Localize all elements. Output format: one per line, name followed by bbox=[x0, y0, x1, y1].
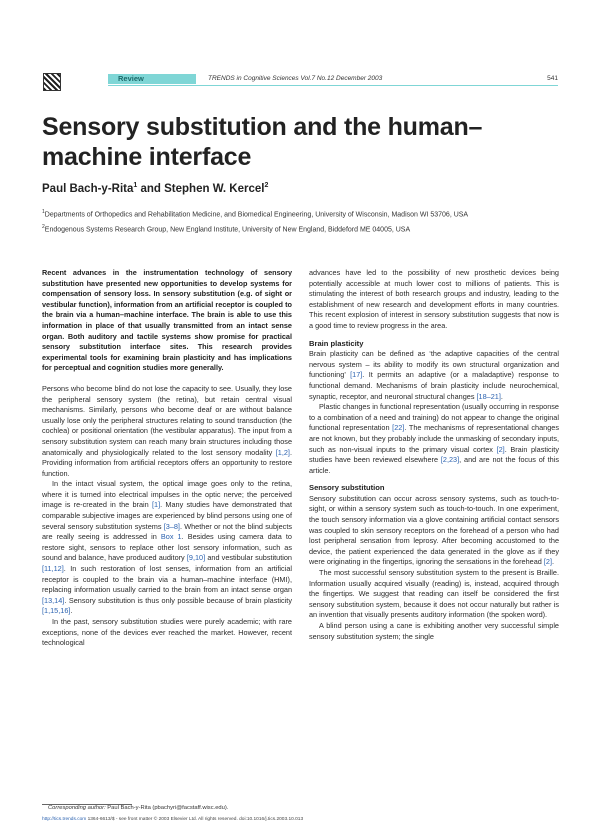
right-column bbox=[309, 268, 559, 642]
article-title: Sensory substitution and the human–machine interface bbox=[42, 113, 483, 171]
citation-link[interactable]: [22] bbox=[392, 423, 405, 433]
paragraph: advances have led to the possibility of new prosthetic devices being potentially accessible at much lower cost to millions of patients. This is stimulating the interest of both research groups and industry, leading to the establishment of new research and development efforts in many countries. This recent explosion of interest in sensory substitution suggests that now is a good time to review progress in the area. bbox=[309, 268, 559, 330]
paragraph: A blind person using a cane is exhibiting another very successful simple sensory substitution system; the single bbox=[309, 621, 559, 641]
author-conjunction: and bbox=[137, 182, 165, 195]
citation-link[interactable]: [2] bbox=[496, 444, 505, 454]
left-column bbox=[42, 268, 292, 649]
citation-link[interactable]: [1] bbox=[151, 500, 161, 510]
paragraph: The most successful sensory substitution system to the present is Braille. Information usually acquired visually (reading) is, instead, acquired through the fingertips. We suggest that reading can itself be considered the first sensory substitution system, because it does not occur naturally but rather is an invention that visually presents auditory information (the spoken word). bbox=[309, 568, 559, 620]
citation-link[interactable]: [11,12] bbox=[42, 564, 64, 574]
author-affil-mark: 1 bbox=[133, 182, 138, 189]
paragraph: Sensory substitution can occur across sensory systems, such as touch-to-sight, or within a sensory system such as touch-to-touch. In one experiment, the touch sensory information via a glove containing artificial contact sensors was coupled to skin sensory receptors on the forehead of a person who had lost peripheral sensation from leprosy. After becoming accustomed to the device, the patient experienced the data generated in the glove as if they were originating in the fingertips, ignoring the sensations in the forehead [2]. bbox=[309, 493, 559, 567]
abstract: Recent advances in the instrumentation technology of sensory substitution have presented new opportunities to develop systems for compensation of sensory loss. In sensory substitution (e.g. of sight or vestibular function), information from an artificial receptor is coupled to the brain via a human–machine interface. The brain is able to use this information in place of that usually transmitted from an intact sense organ. Both auditory and tactile systems show promise for practical sensory substitution interface sites. This research provides experimental tools for examining brain plasticity and has implications for perceptual and cognition studies more generally. bbox=[42, 268, 292, 373]
running-head: TRENDS in Cognitive Sciences Vol.7 No.12 December 2003 bbox=[208, 75, 383, 82]
section-heading: Brain plasticity bbox=[309, 338, 364, 348]
header-rule bbox=[108, 85, 558, 86]
author-name: Paul Bach-y-Rita bbox=[42, 182, 134, 195]
affiliation: $^1$Departments of Orthopedics and Rehabilitation Medicine, and Biomedical Engineering, University of Wisconsin, Madison WI 53706, USA bbox=[42, 209, 469, 219]
citation-link[interactable]: [18–21] bbox=[476, 391, 501, 401]
author-line bbox=[42, 182, 268, 195]
citation-link[interactable]: [13,14] bbox=[42, 595, 65, 605]
section-badge: Review bbox=[108, 74, 196, 84]
journal-header bbox=[108, 74, 558, 84]
author-affil-mark: 2 bbox=[264, 182, 269, 189]
paragraph: Plastic changes in functional representation (usually occurring in response to a combination of a need and training) do not appear to change the original functional representation [22]. The mechanisms of representational changes are not known, but they probably include the unmasking of secondary inputs, such as non-visual inputs to the primary visual cortex [2]. Brain plasticity studies have been reviewed elsewhere [2,23], and are not the focus of this article. bbox=[309, 402, 560, 475]
publisher-logo-icon bbox=[43, 73, 61, 91]
citation-link[interactable]: [9,10] bbox=[186, 553, 206, 563]
section-heading: Sensory substitution bbox=[309, 483, 385, 493]
paragraph: Persons who become blind do not lose the capacity to see. Usually, they lose the peripheral sensory system (the retina), but retain central visual mechanisms. Similarly, persons who become deaf or are without balance usually lose only the peripheral structures relating to sound transduction (the cochlea) or positional orientation (the vestibular apparatus). The input from a sensory substitution system can reach many brain structures including those anatomically and physiologically related to the lost sensory modality [1,2]. Providing information from artificial receptors offers an opportunity to restore function. bbox=[42, 383, 292, 478]
page-footer: http://tics.trends.com 1364-6613/$ - see front matter © 2003 Elsevier Ltd. All rights reserved. doi:10.1016/j.tics.2003.10.013 bbox=[42, 817, 304, 822]
citation-link[interactable]: [1,2] bbox=[275, 447, 290, 457]
citation-link[interactable]: [1,15,16] bbox=[42, 606, 71, 616]
citation-link[interactable]: [2] bbox=[543, 557, 552, 567]
paragraph: In the past, sensory substitution studies were purely academic; with rare exceptions, none of the devices ever reached the market. However, recent technological bbox=[42, 617, 292, 648]
affiliation: $^2$Endogenous Systems Research Group, New England Institute, University of New England, Biddeford ME 04005, USA bbox=[42, 224, 411, 234]
paragraph: In the intact visual system, the optical image goes only to the retina, where it is turned into electrical impulses in the optic nerve; the perceived image is re-created in the brain [1]. Many studies have demonstrated that comparable subjective images are experienced by blind persons using one of several sensory substitution systems [3–8]. Whether or not the blind subjects are really seeing is addressed in Box 1. Besides using camera data to restore sight, sensors to replace other lost sensory information, such as sound and balance, have produced auditory [9,10] and vestibular substitution [11,12]. In such restoration of lost senses, information from an artificial receptor is coupled to the brain via a human–machine interface (HMI), replacing information usually carried to the brain from an intact sense organ [13,14]. Sensory substitution is thus only possible because of brain plasticity [1,15,16]. bbox=[42, 479, 293, 616]
journal-url-link[interactable]: http://tics.trends.com bbox=[42, 817, 87, 822]
author-name: Stephen W. Kercel bbox=[164, 182, 265, 195]
affiliations bbox=[42, 207, 562, 238]
citation-link[interactable]: [2,23] bbox=[440, 455, 460, 465]
page-number: 541 bbox=[547, 75, 558, 82]
box-link[interactable]: Box 1 bbox=[160, 532, 182, 542]
citation-link[interactable]: [17] bbox=[350, 370, 363, 380]
paragraph: Brain plasticity can be defined as ‘the adaptive capacities of the central nervous system – its ability to modify its own structural organization and functioning’ [17]. It permits an adaptive (or a maladaptive) response to functional demand. Mechanisms of brain plasticity include neurochemical, synaptic, receptor, and neuronal structural changes [18–21]. bbox=[309, 349, 559, 401]
citation-link[interactable]: [3–8] bbox=[163, 521, 180, 531]
corresponding-author-note: Corresponding author: Paul Bach-y-Rita (pbachyri@facstaff.wisc.edu). bbox=[48, 805, 229, 811]
